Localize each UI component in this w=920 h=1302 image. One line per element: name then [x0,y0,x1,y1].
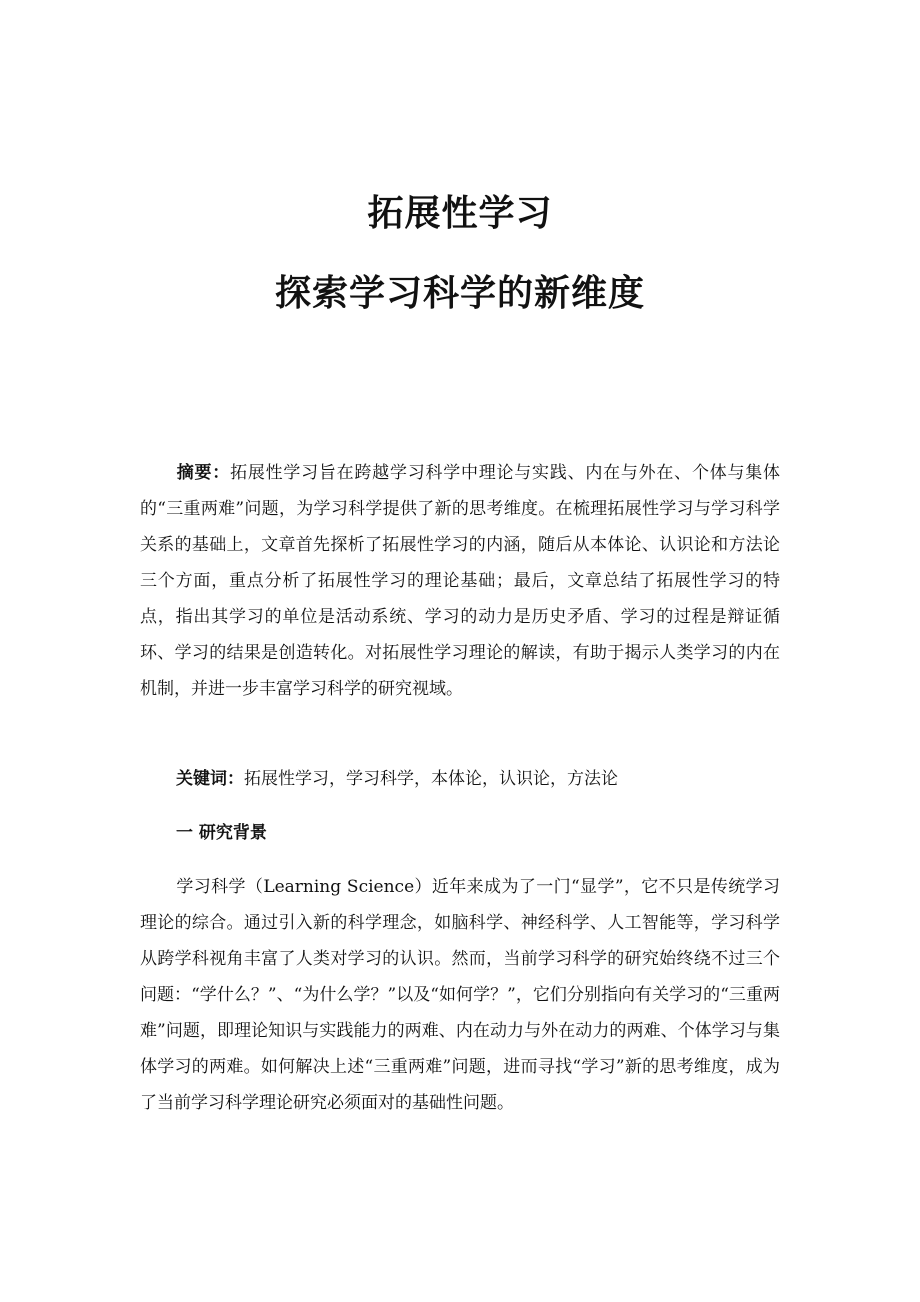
abstract-paragraph [140,455,780,707]
body-paragraph-text: 学习科学（Learning Science）近年来成为了一门“显学”，它不只是传统学习理论的综合。通过引入新的科学理念，如脑科学、神经科学、人工智能等，学习科学从跨学科视角丰富了人类对学习的认识。然而，当前学习科学的研究始终绕不过三个问题：“学什么？”、“为什么学？”以及“如何学？”，它们分别指向有关学习的“三重两难”问题，即理论知识与实践能力的两难、内在动力与外在动力的两难、个体学习与集体学习的两难。如何解决上述“三重两难”问题，进而寻找“学习”新的思考维度，成为了当前学习科学理论研究必须面对的基础性问题。 [140,877,780,1113]
section-heading [140,815,780,851]
document-title: 拓展性学习 [367,193,553,234]
document-subtitle: 探索学习科学的新维度 [274,273,645,314]
keywords-text: 拓展性学习，学习科学，本体论，认识论，方法论 [244,769,618,789]
abstract-text: 拓展性学习旨在跨越学习科学中理论与实践、内在与外在、个体与集体的“三重两难”问题，为学习科学提供了新的思考维度。在梳理拓展性学习与学习科学关系的基础上，文章首先探析了拓展性学习的内涵，随后从本体论、认识论和方法论三个方面，重点分析了拓展性学习的理论基础；最后，文章总结了拓展性学习的特点，指出其学习的单位是活动系统、学习的动力是历史矛盾、学习的过程是辩证循环、学习的结果是创造转化。对拓展性学习理论的解读，有助于揭示人类学习的内在机制，并进一步丰富学习科学的研究视域。 [140,463,781,699]
body-paragraph [140,869,780,1121]
abstract-label: 摘要： [176,463,231,483]
keywords-label: 关键词： [176,769,244,789]
keywords-paragraph [140,761,780,797]
section-heading-text: 一 研究背景 [176,823,267,843]
